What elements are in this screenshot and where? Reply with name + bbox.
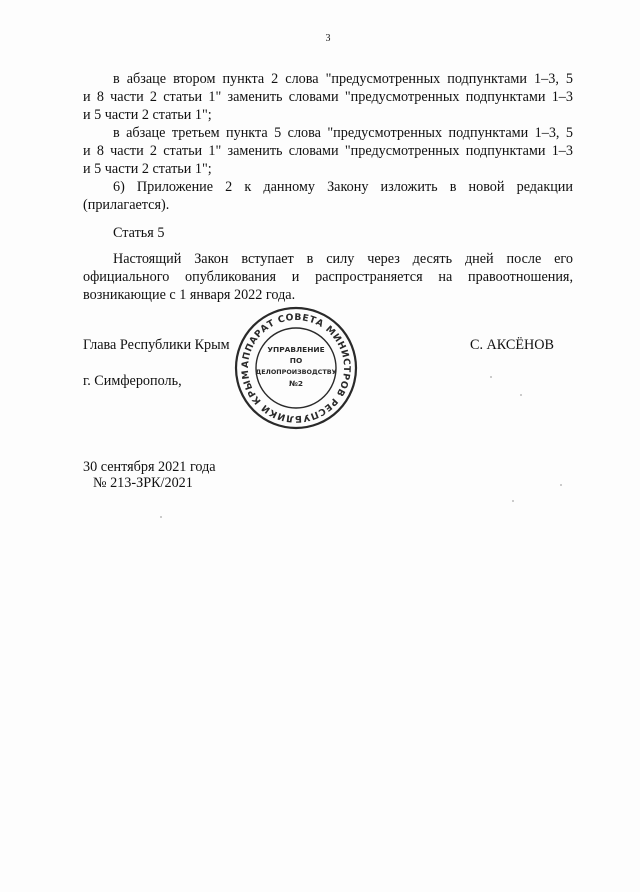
amendment-2-line-1: в абзаце третьем пункта 5 слова "предусмотренных подпунктами 1–3, 5 xyxy=(113,125,573,141)
stamp-seal-icon xyxy=(232,304,360,432)
stamp-line-2: ПО xyxy=(289,356,303,365)
signatory-position: Глава Республики Крым xyxy=(83,337,230,353)
stamp-line-4: №2 xyxy=(288,379,304,388)
amendment-1-line-2: и 8 части 2 статьи 1" заменить словами "предусмотренных подпунктами 1–3 xyxy=(83,89,573,105)
official-stamp xyxy=(232,304,360,432)
signing-city: г. Симферополь, xyxy=(83,373,182,389)
article-heading: Статья 5 xyxy=(113,225,165,241)
stamp-line-3: ДЕЛОПРОИЗВОДСТВУ xyxy=(255,368,337,376)
scan-speck xyxy=(520,394,522,396)
amendment-1-line-3: и 5 части 2 статьи 1"; xyxy=(83,107,212,123)
amendment-2-line-2: и 8 части 2 статьи 1" заменить словами "предусмотренных подпунктами 1–3 xyxy=(83,143,573,159)
scan-speck xyxy=(490,376,492,378)
signatory-name: С. АКСЁНОВ xyxy=(470,337,554,353)
amendment-2-line-3: и 5 части 2 статьи 1"; xyxy=(83,161,212,177)
stamp-line-1: УПРАВЛЕНИЕ xyxy=(267,345,325,354)
article-line-2: официального опубликования и распространяется на правоотношения, xyxy=(83,269,573,285)
scan-speck xyxy=(160,516,162,518)
article-line-3: возникающие с 1 января 2022 года. xyxy=(83,287,296,303)
page-number: 3 xyxy=(325,33,331,44)
amendment-1-line-1: в абзаце втором пункта 2 слова "предусмотренных подпунктами 1–3, 5 xyxy=(113,71,573,87)
law-date: 30 сентября 2021 года xyxy=(83,459,216,475)
scan-speck xyxy=(560,484,562,486)
amendment-3-line-2: (прилагается). xyxy=(83,197,170,213)
scan-speck xyxy=(512,500,514,502)
article-line-1: Настоящий Закон вступает в силу через десять дней после его xyxy=(113,251,573,267)
law-number: № 213-ЗРК/2021 xyxy=(93,475,193,491)
amendment-3-line-1: 6) Приложение 2 к данному Закону изложить в новой редакции xyxy=(113,179,573,195)
stamp-outer-ring-text: АППАРАТ СОВЕТА МИНИСТРОВ РЕСПУБЛИКИ КРЫМ xyxy=(239,311,353,425)
